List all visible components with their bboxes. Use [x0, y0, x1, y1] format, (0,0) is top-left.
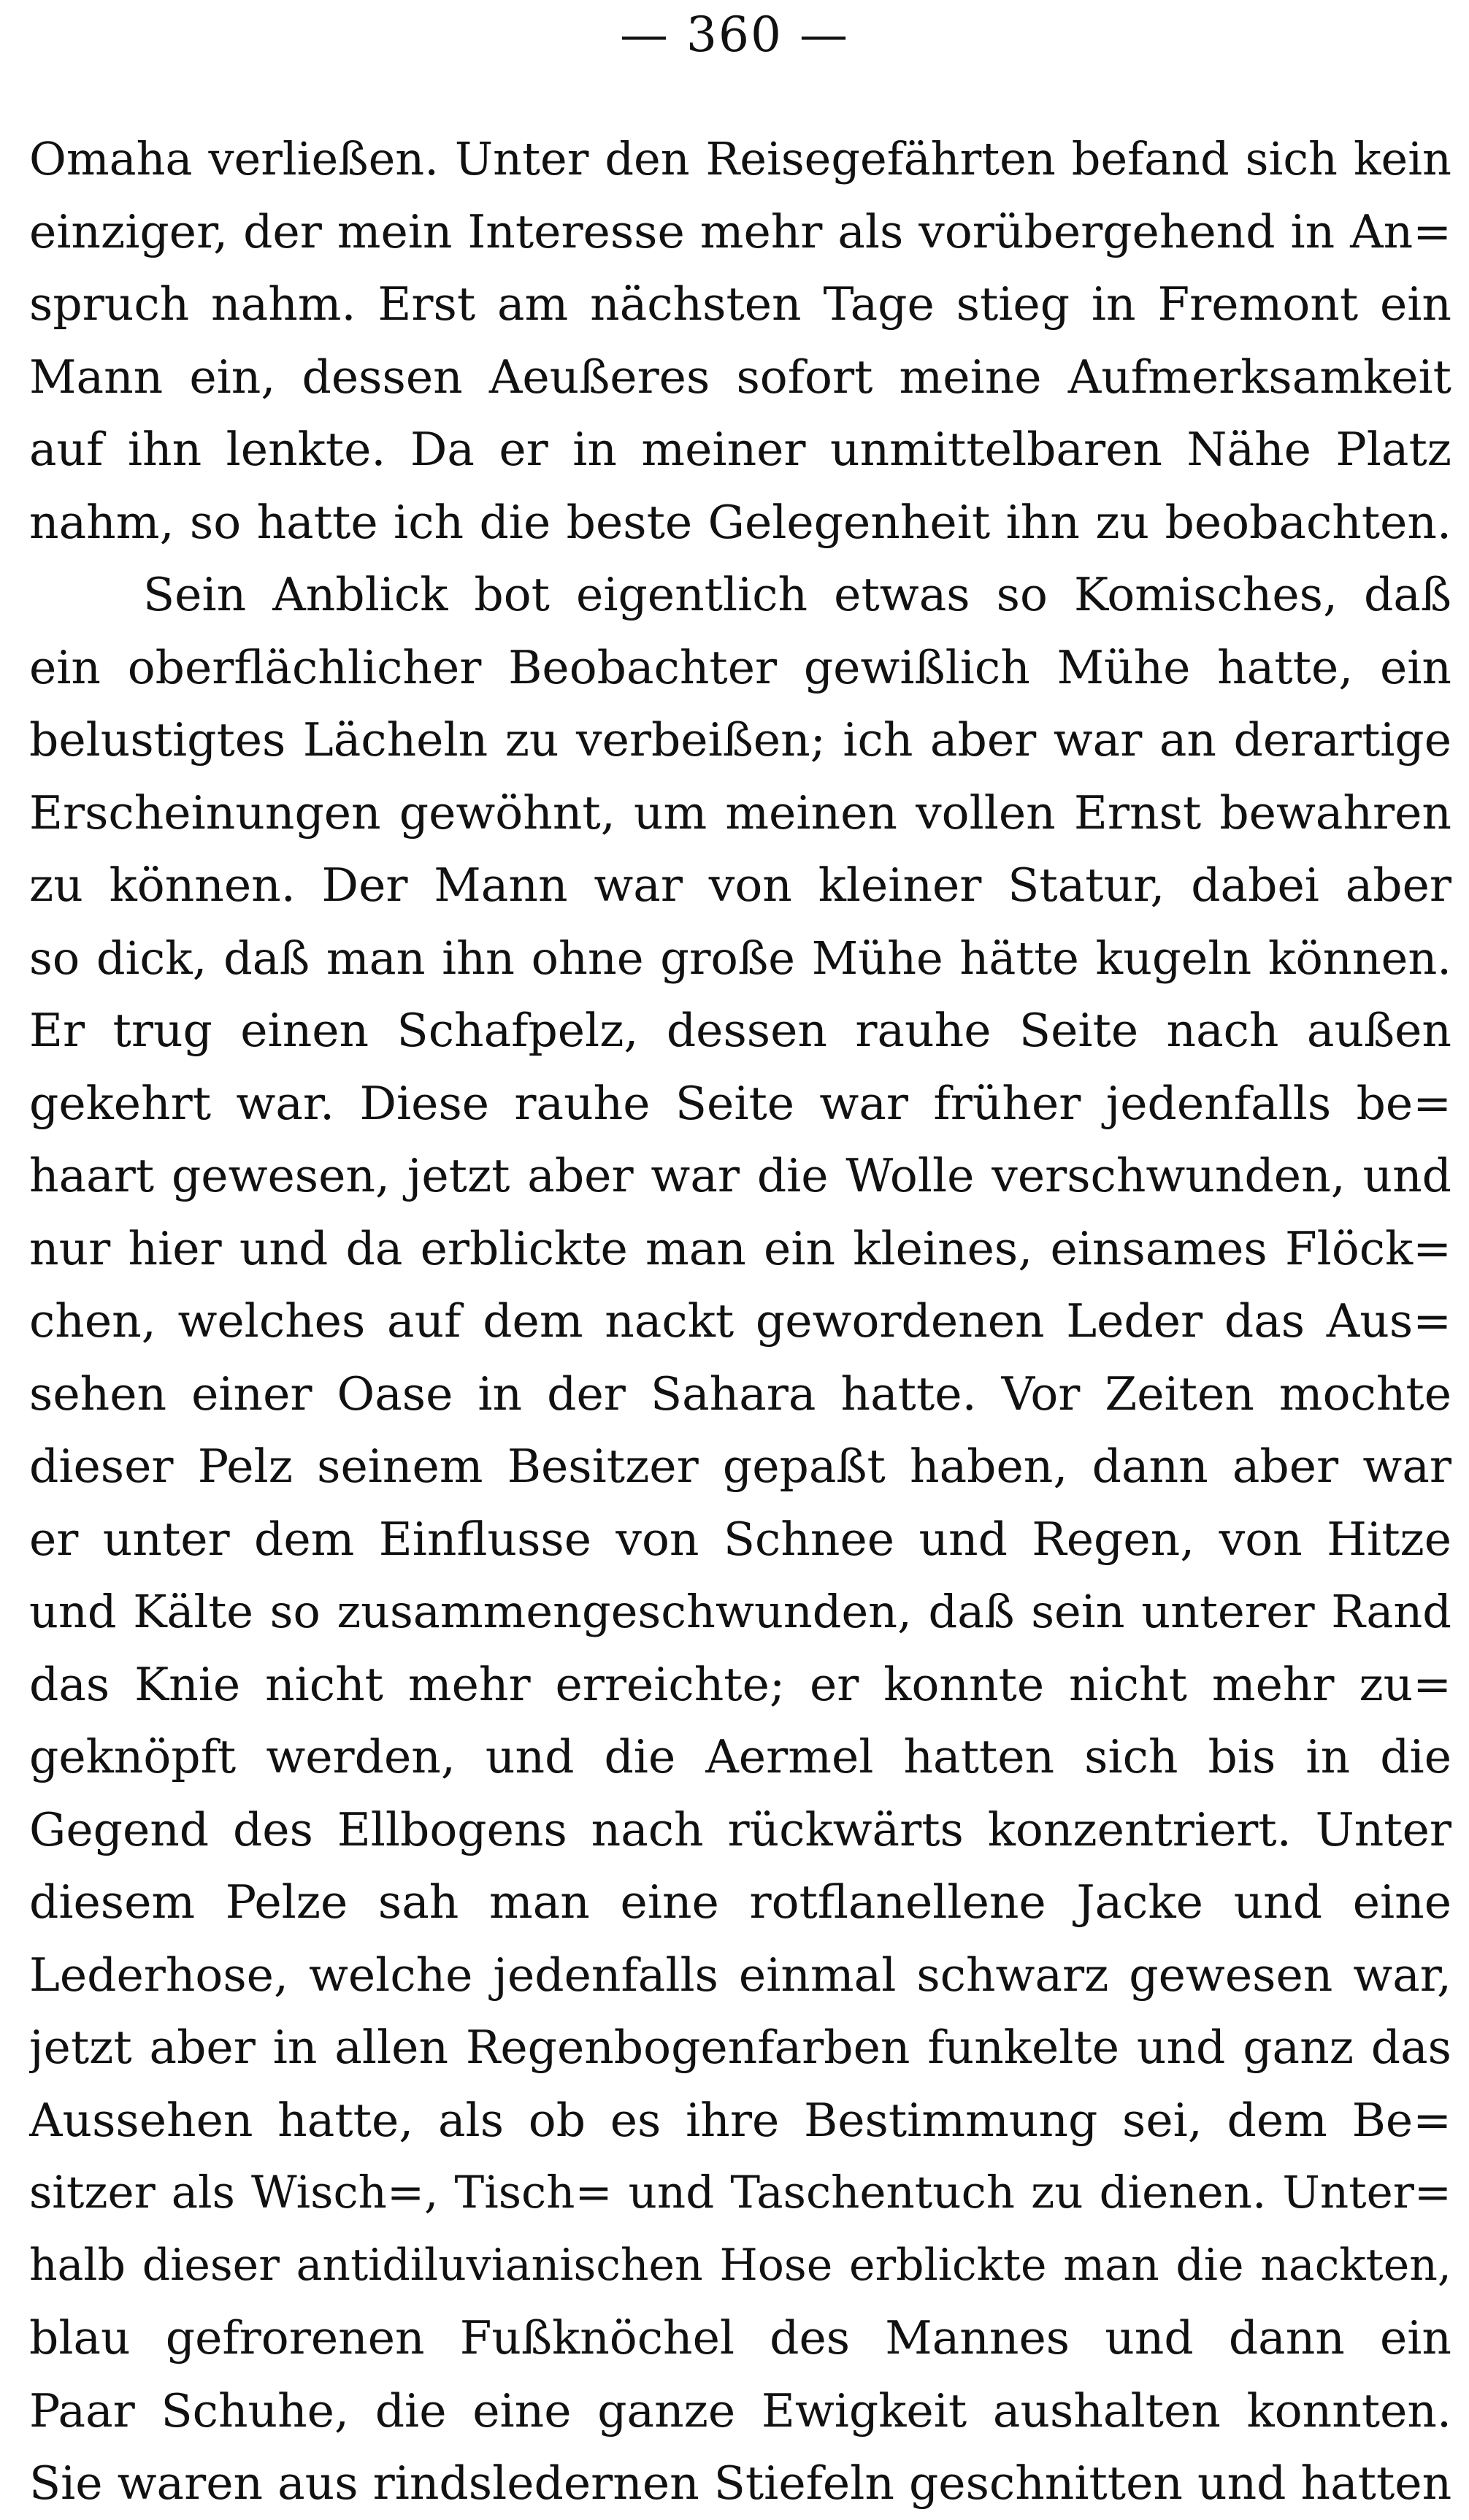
text-line: spruch nahm. Erst am nächsten Tage stieg in Fremont ein — [29, 277, 1451, 331]
text-line: halb dieser antidiluvianischen Hose erblickte man die nackten, — [29, 2239, 1451, 2291]
text-line: chen, welches auf dem nackt gewordenen Leder das Aus= — [29, 1294, 1451, 1348]
text-line: Mann ein, dessen Aeußeres sofort meine Aufmerksamkeit — [29, 350, 1451, 404]
text-line: nahm, so hatte ich die beste Gelegenheit ihn zu beobachten. — [29, 495, 1451, 549]
text-line: Er trug einen Schafpelz, dessen rauhe Seite nach außen — [29, 1004, 1451, 1057]
text-line: zu können. Der Mann war von kleiner Statur, dabei aber — [29, 858, 1451, 912]
text-line: Omaha verließen. Unter den Reisegefährten befand sich kein — [29, 132, 1451, 185]
text-line: diesem Pelze sah man eine rotflanellene Jacke und eine — [29, 1875, 1451, 1929]
text-line: Sie waren aus rindsledernen Stiefeln geschnitten und hatten — [29, 2456, 1451, 2510]
text-line: sitzer als Wisch=, Tisch= und Taschentuch zu dienen. Unter= — [29, 2167, 1451, 2219]
text-line: Erscheinungen gewöhnt, um meinen vollen Ernst bewahren — [29, 785, 1451, 840]
body-text — [29, 123, 1451, 2520]
text-line: und Kälte so zusammengeschwunden, daß sein unterer Rand — [29, 1585, 1451, 1638]
text-line-paragraph-start: Sein Anblick bot eigentlich etwas so Komisches, daß — [143, 568, 1451, 621]
text-line: jetzt aber in allen Regenbogenfarben funkelte und ganz das — [29, 2021, 1451, 2074]
text-line: gekehrt war. Diese rauhe Seite war früher jedenfalls be= — [29, 1076, 1451, 1130]
text-line: nur hier und da erblickte man ein kleines, einsames Flöck= — [29, 1221, 1451, 1275]
text-line: dieser Pelz seinem Besitzer gepaßt haben, dann aber war — [29, 1440, 1451, 1493]
text-line: belustigtes Lächeln zu verbeißen; ich aber war an derartige — [29, 713, 1451, 767]
page-number: — 360 — — [620, 7, 849, 63]
text-line: Aussehen hatte, als ob es ihre Bestimmung sei, dem Be= — [29, 2093, 1451, 2147]
text-line: er unter dem Einflusse von Schnee und Regen, von Hitze — [29, 1512, 1451, 1566]
text-line: einziger, der mein Interesse mehr als vorübergehend in An= — [29, 204, 1451, 258]
text-line: das Knie nicht mehr erreichte; er konnte nicht mehr zu= — [29, 1657, 1451, 1711]
text-line: geknöpft werden, und die Aermel hatten sich bis in die — [29, 1730, 1451, 1783]
text-line: Paar Schuhe, die eine ganze Ewigkeit aushalten konnten. — [29, 2383, 1451, 2438]
text-line: haart gewesen, jetzt aber war die Wolle verschwunden, und — [29, 1149, 1451, 1202]
text-line: sehen einer Oase in der Sahara hatte. Vor Zeiten mochte — [29, 1367, 1451, 1421]
text-line: Lederhose, welche jedenfalls einmal schwarz gewesen war, — [29, 1948, 1451, 2002]
text-line: blau gefrorenen Fußknöchel des Mannes und dann ein — [29, 2311, 1451, 2365]
text-line: Gegend des Ellbogens nach rückwärts konzentriert. Unter — [29, 1802, 1451, 1856]
text-line: ein oberflächlicher Beobachter gewißlich Mühe hatte, ein — [29, 640, 1451, 694]
text-line: auf ihn lenkte. Da er in meiner unmittelbaren Nähe Platz — [29, 423, 1451, 476]
text-line: so dick, daß man ihn ohne große Mühe hätte kugeln können. — [29, 931, 1451, 985]
